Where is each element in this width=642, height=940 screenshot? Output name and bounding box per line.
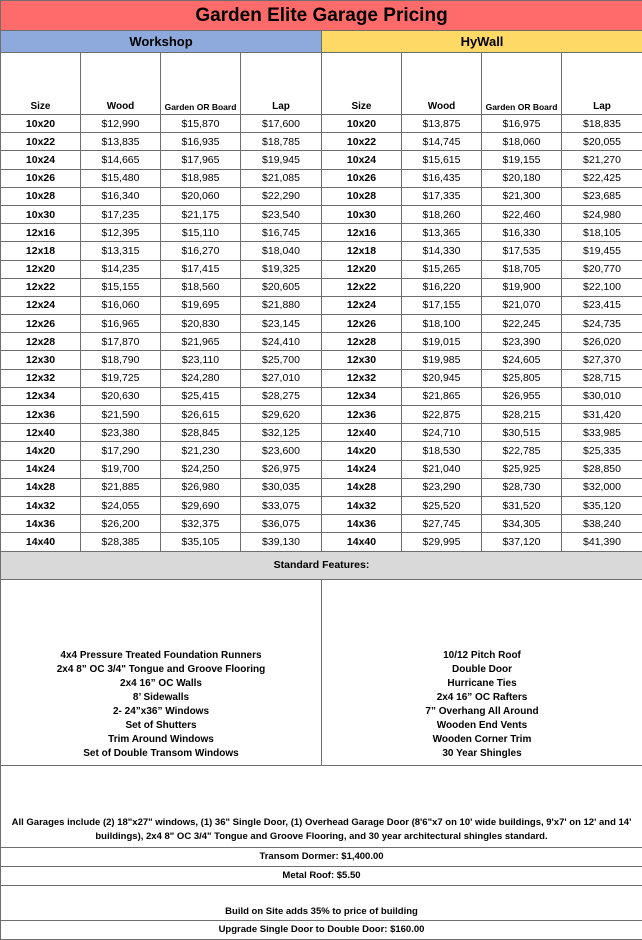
workshop-lap-price: $29,620	[241, 406, 322, 424]
column-header-row	[1, 53, 642, 115]
feature-item: Double Door	[325, 663, 639, 677]
workshop-size-cell: 14x32	[1, 496, 81, 514]
workshop-wood-price: $26,200	[81, 515, 161, 533]
hywall-lap-price: $22,425	[562, 169, 642, 187]
workshop-size-cell: 14x28	[1, 478, 81, 496]
workshop-lap-price: $23,600	[241, 442, 322, 460]
hywall-size-cell: 12x28	[322, 333, 402, 351]
workshop-section-header: Workshop	[1, 31, 322, 53]
workshop-garden-board-price: $23,110	[161, 351, 241, 369]
workshop-garden-board-price: $29,690	[161, 496, 241, 514]
workshop-garden-board-price: $21,230	[161, 442, 241, 460]
workshop-size-cell: 10x22	[1, 133, 81, 151]
table-row	[1, 115, 642, 133]
workshop-lap-price: $21,880	[241, 296, 322, 314]
hywall-lap-price: $18,835	[562, 115, 642, 133]
feature-item: Wooden End Vents	[325, 719, 639, 733]
workshop-lap-price: $23,540	[241, 205, 322, 223]
hywall-garden-board-price: $25,925	[482, 460, 562, 478]
hywall-lap-price: $30,010	[562, 387, 642, 405]
workshop-wood-price: $15,155	[81, 278, 161, 296]
workshop-lap-price: $21,085	[241, 169, 322, 187]
workshop-lap-price: $30,035	[241, 478, 322, 496]
hywall-size-cell: 10x20	[322, 115, 402, 133]
table-row	[1, 533, 642, 551]
workshop-wood-price: $24,055	[81, 496, 161, 514]
workshop-size-cell: 12x34	[1, 387, 81, 405]
hywall-size-cell: 10x30	[322, 205, 402, 223]
hywall-lap-price: $25,335	[562, 442, 642, 460]
workshop-lap-price: $22,290	[241, 187, 322, 205]
hywall-garden-board-price: $22,245	[482, 315, 562, 333]
hywall-garden-board-price: $19,900	[482, 278, 562, 296]
hywall-lap-price: $24,980	[562, 205, 642, 223]
hywall-wood-price: $19,015	[402, 333, 482, 351]
feature-item: 4x4 Pressure Treated Foundation Runners	[4, 649, 318, 663]
hywall-size-cell: 12x26	[322, 315, 402, 333]
workshop-garden-board-price: $17,415	[161, 260, 241, 278]
workshop-garden-board-price: $24,280	[161, 369, 241, 387]
workshop-garden-board-price: $24,250	[161, 460, 241, 478]
feature-item: 2x4 8” OC 3/4" Tongue and Groove Flooring	[4, 663, 318, 677]
hywall-wood-price: $15,265	[402, 260, 482, 278]
workshop-wood-price: $17,870	[81, 333, 161, 351]
transom-dormer-option: Transom Dormer: $1,400.00	[1, 847, 642, 866]
hywall-wood-price: $20,945	[402, 369, 482, 387]
table-row	[1, 205, 642, 223]
hywall-size-cell: 12x30	[322, 351, 402, 369]
workshop-lap-price: $28,275	[241, 387, 322, 405]
workshop-size-cell: 12x32	[1, 369, 81, 387]
hywall-size-cell: 14x40	[322, 533, 402, 551]
workshop-garden-board-price: $17,965	[161, 151, 241, 169]
workshop-size-cell: 12x28	[1, 333, 81, 351]
hywall-size-cell: 14x32	[322, 496, 402, 514]
hywall-garden-board-price: $22,785	[482, 442, 562, 460]
feature-item: 2x4 16” OC Rafters	[325, 691, 639, 705]
workshop-garden-board-price: $15,870	[161, 115, 241, 133]
standard-features-right-list	[322, 579, 642, 765]
hywall-wood-price: $25,520	[402, 496, 482, 514]
workshop-size-cell: 12x36	[1, 406, 81, 424]
table-row	[1, 387, 642, 405]
workshop-lap-price: $17,600	[241, 115, 322, 133]
hywall-garden-board-price: $34,305	[482, 515, 562, 533]
hywall-garden-board-price: $21,070	[482, 296, 562, 314]
hywall-size-header: Size	[322, 53, 402, 115]
workshop-garden-board-price: $19,695	[161, 296, 241, 314]
workshop-garden-board-price: $18,985	[161, 169, 241, 187]
table-row	[1, 460, 642, 478]
table-row	[1, 478, 642, 496]
table-row	[1, 151, 642, 169]
feature-item: Hurricane Ties	[325, 677, 639, 691]
hywall-size-cell: 12x32	[322, 369, 402, 387]
hywall-lap-price: $28,850	[562, 460, 642, 478]
feature-item: 30 Year Shingles	[325, 747, 639, 761]
standard-features-left-list	[1, 579, 322, 765]
table-row	[1, 133, 642, 151]
workshop-lap-price: $24,410	[241, 333, 322, 351]
feature-item: Set of Shutters	[4, 719, 318, 733]
table-row	[1, 496, 642, 514]
hywall-lap-price: $28,715	[562, 369, 642, 387]
workshop-garden-board-price: $28,845	[161, 424, 241, 442]
table-row	[1, 442, 642, 460]
hywall-size-cell: 10x26	[322, 169, 402, 187]
workshop-wood-price: $20,630	[81, 387, 161, 405]
hywall-size-cell: 10x28	[322, 187, 402, 205]
hywall-size-cell: 10x24	[322, 151, 402, 169]
table-row	[1, 278, 642, 296]
hywall-lap-price: $33,985	[562, 424, 642, 442]
workshop-size-cell: 12x40	[1, 424, 81, 442]
workshop-lap-price: $16,745	[241, 224, 322, 242]
page-title: Garden Elite Garage Pricing	[1, 1, 642, 31]
hywall-garden-board-price: $26,955	[482, 387, 562, 405]
workshop-wood-price: $13,835	[81, 133, 161, 151]
hywall-size-cell: 14x24	[322, 460, 402, 478]
hywall-wood-price: $27,745	[402, 515, 482, 533]
workshop-garden-board-price: $20,060	[161, 187, 241, 205]
table-row	[1, 315, 642, 333]
hywall-size-cell: 12x18	[322, 242, 402, 260]
hywall-wood-price: $21,040	[402, 460, 482, 478]
workshop-size-cell: 12x20	[1, 260, 81, 278]
workshop-wood-price: $19,700	[81, 460, 161, 478]
workshop-size-cell: 10x24	[1, 151, 81, 169]
workshop-wood-price: $21,590	[81, 406, 161, 424]
feature-item: Trim Around Windows	[4, 733, 318, 747]
hywall-wood-price: $16,435	[402, 169, 482, 187]
feature-item: Set of Double Transom Windows	[4, 747, 318, 761]
hywall-size-cell: 12x34	[322, 387, 402, 405]
feature-item: 7” Overhang All Around	[325, 705, 639, 719]
hywall-garden-board-price: $16,975	[482, 115, 562, 133]
table-row	[1, 351, 642, 369]
hywall-garden-board-price: $16,330	[482, 224, 562, 242]
workshop-wood-price: $16,060	[81, 296, 161, 314]
hywall-wood-price: $19,985	[402, 351, 482, 369]
build-on-site-note: Build on Site adds 35% to price of building	[1, 885, 642, 920]
hywall-garden-board-price: $28,215	[482, 406, 562, 424]
workshop-size-header: Size	[1, 53, 81, 115]
hywall-garden-board-price: $21,300	[482, 187, 562, 205]
workshop-lap-price: $32,125	[241, 424, 322, 442]
workshop-wood-price: $17,290	[81, 442, 161, 460]
hywall-size-cell: 12x16	[322, 224, 402, 242]
hywall-garden-board-price: $18,705	[482, 260, 562, 278]
workshop-lap-price: $33,075	[241, 496, 322, 514]
hywall-garden-board-price: $24,605	[482, 351, 562, 369]
hywall-garden-board-price: $23,390	[482, 333, 562, 351]
workshop-garden-board-price: $18,560	[161, 278, 241, 296]
feature-item: Wooden Corner Trim	[325, 733, 639, 747]
workshop-wood-price: $23,380	[81, 424, 161, 442]
hywall-lap-price: $24,735	[562, 315, 642, 333]
hywall-size-cell: 14x28	[322, 478, 402, 496]
hywall-garden-board-price: $18,060	[482, 133, 562, 151]
workshop-lap-price: $39,130	[241, 533, 322, 551]
hywall-wood-price: $24,710	[402, 424, 482, 442]
hywall-garden-board-price: $20,180	[482, 169, 562, 187]
workshop-garden-board-price: $20,830	[161, 315, 241, 333]
feature-item: 2x4 16” OC Walls	[4, 677, 318, 691]
hywall-lap-price: $20,055	[562, 133, 642, 151]
hywall-lap-price: $27,370	[562, 351, 642, 369]
feature-item: 2- 24”x36” Windows	[4, 705, 318, 719]
hywall-garden-board-header: Garden OR Board	[482, 53, 562, 115]
workshop-size-cell: 10x30	[1, 205, 81, 223]
hywall-lap-price: $19,455	[562, 242, 642, 260]
workshop-lap-price: $18,040	[241, 242, 322, 260]
workshop-garden-board-price: $21,175	[161, 205, 241, 223]
workshop-size-cell: 12x18	[1, 242, 81, 260]
hywall-lap-price: $23,685	[562, 187, 642, 205]
workshop-size-cell: 10x26	[1, 169, 81, 187]
table-row	[1, 224, 642, 242]
hywall-lap-price: $26,020	[562, 333, 642, 351]
hywall-wood-price: $21,865	[402, 387, 482, 405]
workshop-lap-price: $18,785	[241, 133, 322, 151]
table-row	[1, 242, 642, 260]
table-row	[1, 333, 642, 351]
hywall-lap-price: $41,390	[562, 533, 642, 551]
workshop-garden-board-price: $26,980	[161, 478, 241, 496]
standard-features-title: Standard Features:	[1, 551, 642, 579]
hywall-garden-board-price: $30,515	[482, 424, 562, 442]
workshop-lap-price: $20,605	[241, 278, 322, 296]
feature-item: 8’ Sidewalls	[4, 691, 318, 705]
table-row	[1, 424, 642, 442]
hywall-size-cell: 12x24	[322, 296, 402, 314]
workshop-wood-price: $21,885	[81, 478, 161, 496]
workshop-wood-price: $12,990	[81, 115, 161, 133]
hywall-garden-board-price: $17,535	[482, 242, 562, 260]
workshop-garden-board-price: $26,615	[161, 406, 241, 424]
workshop-lap-price: $23,145	[241, 315, 322, 333]
hywall-wood-price: $18,260	[402, 205, 482, 223]
workshop-wood-header: Wood	[81, 53, 161, 115]
workshop-wood-price: $16,340	[81, 187, 161, 205]
hywall-wood-price: $23,290	[402, 478, 482, 496]
metal-roof-option: Metal Roof: $5.50	[1, 866, 642, 885]
workshop-lap-header: Lap	[241, 53, 322, 115]
hywall-wood-price: $18,100	[402, 315, 482, 333]
workshop-wood-price: $15,480	[81, 169, 161, 187]
hywall-garden-board-price: $25,805	[482, 369, 562, 387]
workshop-lap-price: $19,325	[241, 260, 322, 278]
table-row	[1, 187, 642, 205]
workshop-wood-price: $18,790	[81, 351, 161, 369]
workshop-garden-board-header: Garden OR Board	[161, 53, 241, 115]
hywall-section-header: HyWall	[322, 31, 642, 53]
hywall-wood-price: $13,365	[402, 224, 482, 242]
hywall-garden-board-price: $22,460	[482, 205, 562, 223]
hywall-garden-board-price: $19,155	[482, 151, 562, 169]
workshop-size-cell: 12x16	[1, 224, 81, 242]
hywall-wood-price: $22,875	[402, 406, 482, 424]
hywall-lap-price: $23,415	[562, 296, 642, 314]
workshop-lap-price: $27,010	[241, 369, 322, 387]
workshop-garden-board-price: $16,935	[161, 133, 241, 151]
hywall-garden-board-price: $31,520	[482, 496, 562, 514]
hywall-garden-board-price: $28,730	[482, 478, 562, 496]
workshop-wood-price: $14,235	[81, 260, 161, 278]
workshop-size-cell: 12x30	[1, 351, 81, 369]
workshop-wood-price: $16,965	[81, 315, 161, 333]
hywall-lap-price: $32,000	[562, 478, 642, 496]
workshop-size-cell: 14x24	[1, 460, 81, 478]
workshop-lap-price: $19,945	[241, 151, 322, 169]
workshop-size-cell: 14x20	[1, 442, 81, 460]
workshop-size-cell: 10x28	[1, 187, 81, 205]
hywall-size-cell: 12x36	[322, 406, 402, 424]
hywall-lap-price: $22,100	[562, 278, 642, 296]
workshop-wood-price: $19,725	[81, 369, 161, 387]
workshop-size-cell: 12x26	[1, 315, 81, 333]
table-row	[1, 296, 642, 314]
hywall-wood-header: Wood	[402, 53, 482, 115]
hywall-lap-price: $20,770	[562, 260, 642, 278]
workshop-garden-board-price: $35,105	[161, 533, 241, 551]
hywall-wood-price: $16,220	[402, 278, 482, 296]
workshop-size-cell: 14x36	[1, 515, 81, 533]
hywall-lap-price: $18,105	[562, 224, 642, 242]
workshop-wood-price: $14,665	[81, 151, 161, 169]
workshop-lap-price: $25,700	[241, 351, 322, 369]
workshop-lap-price: $26,975	[241, 460, 322, 478]
workshop-wood-price: $13,315	[81, 242, 161, 260]
workshop-garden-board-price: $25,415	[161, 387, 241, 405]
hywall-size-cell: 12x22	[322, 278, 402, 296]
table-row	[1, 260, 642, 278]
hywall-size-cell: 12x20	[322, 260, 402, 278]
workshop-garden-board-price: $21,965	[161, 333, 241, 351]
hywall-lap-price: $38,240	[562, 515, 642, 533]
hywall-wood-price: $15,615	[402, 151, 482, 169]
hywall-size-cell: 14x20	[322, 442, 402, 460]
all-garages-note: All Garages include (2) 18"x27" windows, (1) 36" Single Door, (1) Overhead Garage Door (8'6"x7 on 10' wide buildings, 9'x7' on 12' and 14' buildings), 2x4 8" OC 3/4" Tongue and Groove Flooring, and 30 year architectural shingles standard.	[1, 765, 642, 847]
hywall-wood-price: $14,745	[402, 133, 482, 151]
workshop-wood-price: $17,235	[81, 205, 161, 223]
hywall-size-cell: 14x36	[322, 515, 402, 533]
hywall-size-cell: 10x22	[322, 133, 402, 151]
hywall-lap-price: $31,420	[562, 406, 642, 424]
table-row	[1, 169, 642, 187]
workshop-size-cell: 12x24	[1, 296, 81, 314]
table-row	[1, 369, 642, 387]
workshop-garden-board-price: $32,375	[161, 515, 241, 533]
hywall-wood-price: $14,330	[402, 242, 482, 260]
workshop-wood-price: $28,385	[81, 533, 161, 551]
hywall-wood-price: $17,155	[402, 296, 482, 314]
workshop-size-cell: 12x22	[1, 278, 81, 296]
workshop-size-cell: 14x40	[1, 533, 81, 551]
workshop-garden-board-price: $16,270	[161, 242, 241, 260]
hywall-size-cell: 12x40	[322, 424, 402, 442]
upgrade-door-option: Upgrade Single Door to Double Door: $160.00	[1, 920, 642, 939]
hywall-lap-header: Lap	[562, 53, 642, 115]
table-row	[1, 406, 642, 424]
hywall-lap-price: $35,120	[562, 496, 642, 514]
workshop-garden-board-price: $15,110	[161, 224, 241, 242]
workshop-lap-price: $36,075	[241, 515, 322, 533]
workshop-wood-price: $12,395	[81, 224, 161, 242]
hywall-wood-price: $17,335	[402, 187, 482, 205]
table-row	[1, 515, 642, 533]
hywall-wood-price: $29,995	[402, 533, 482, 551]
feature-item: 10/12 Pitch Roof	[325, 649, 639, 663]
hywall-garden-board-price: $37,120	[482, 533, 562, 551]
hywall-lap-price: $21,270	[562, 151, 642, 169]
hywall-wood-price: $18,530	[402, 442, 482, 460]
workshop-size-cell: 10x20	[1, 115, 81, 133]
hywall-wood-price: $13,875	[402, 115, 482, 133]
